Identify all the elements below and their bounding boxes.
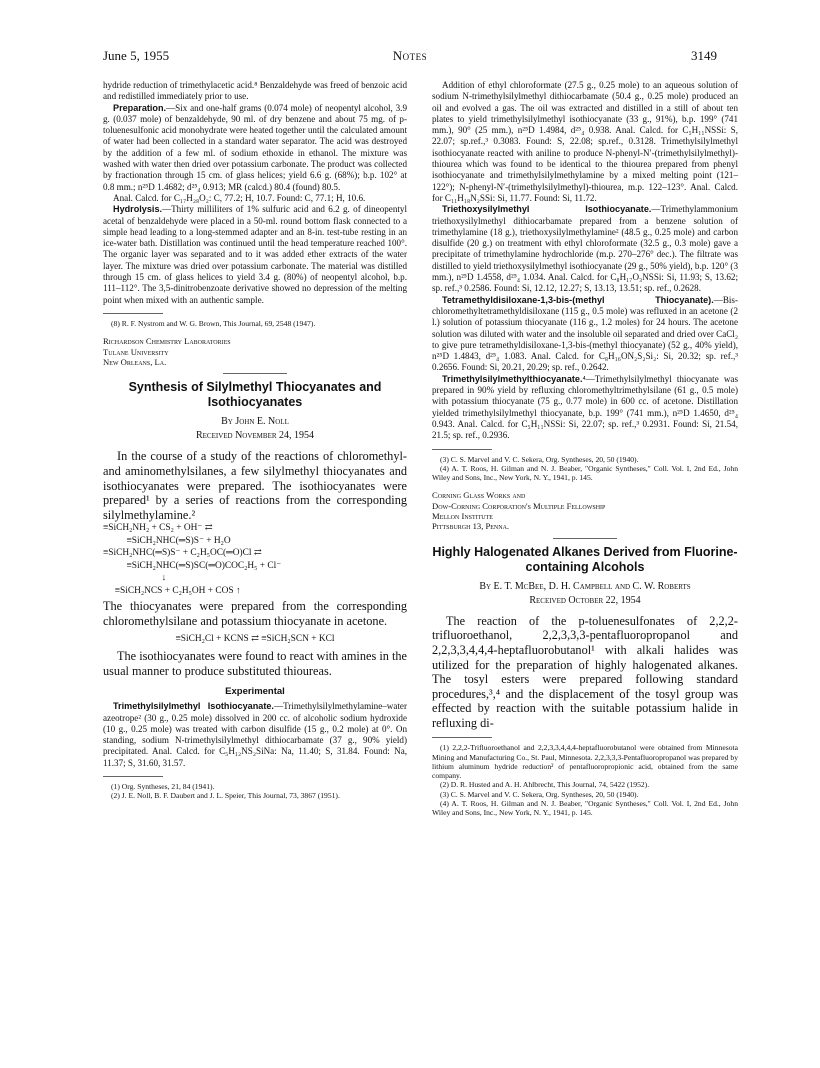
article-intro [103,449,407,522]
run-in-head: Preparation. [113,102,167,113]
footnotes [103,319,407,328]
header-date: June 5, 1955 [103,48,170,63]
footnote-4: (4) A. T. Roos, H. Gilman and N. J. Beaber, "Organic Syntheses," Coll. Vol. I, 2nd Ed., John Wiley and Sons, Inc., New York, N. Y., 1941, p. 145. [432,798,738,817]
run-in-head: Triethoxysilylmethyl Isothiocyanate. [442,204,652,215]
footnote-rule [103,776,163,777]
footnote-rule [432,449,492,450]
footnote-3: (3) C. S. Marvel and V. C. Sekera, Org. Syntheses, 20, 50 (1940). [440,789,639,799]
footnote-1: (1) 2,2,2-Trifluoroethanol and 2,2,3,3,4,4,4-heptafluorobutanol were obtained from Minnesota Mining and Manufacturing Co., St. Paul, Minnesota. 2,2,3,3,3-Pentafluoropropanol was prepared by lithium aluminum hydride reduction² of pentafluoropropionic acid, obtained from the same company. [432,743,738,781]
article-intro [432,614,738,731]
footnote-1: (1) Org. Syntheses, 21, 84 (1941). [111,781,215,791]
article-body [103,649,407,678]
run-in-head: Tetramethyldisiloxane-1,3-bis-(methyl Thiocyanate). [442,294,714,305]
footnote-4: (4) A. T. Roos, H. Gilman and N. J. Beaber, "Organic Syntheses," Coll. Vol. I, 2nd Ed., John Wiley and Sons, Inc., New York, N. Y., 1941, p. 145. [432,463,738,482]
prev-article-body [103,80,407,306]
footnotes [432,743,738,817]
paragraph: In the course of a study of the reactions of chloromethyl- and aminomethylsilanes, a few silylmethyl thiocyanates and isothiocyanates were prepared. The isothiocyanates were prepared¹ by a series of reactions from the corresponding silylmethylamine.² [103,449,407,522]
run-in-head: Trimethylsilylmethylthiocyanate. [442,373,583,384]
author-line: By E. T. McBee, D. H. Campbell and C. W. Roberts [479,580,691,592]
footnote-2: (2) D. R. Husted and A. H. Ahlbrecht, This Journal, 74, 5422 (1952). [440,780,650,790]
affiliation: Richardson Chemistry Laboratories Tulane University New Orleans, La. [103,336,231,367]
article-body [103,599,407,628]
right-column [432,80,738,817]
section-heading: Experimental [225,686,285,698]
footnote-2: (2) J. E. Noll, B. F. Daubert and J. L. Speier, This Journal, 73, 3867 (1951). [111,791,340,801]
analysis-line: Anal. Calcd. for C₁₇H₂₈O₂: C, 77.2; H, 10.7. Found: C, 77.1; H, 10.6. [113,192,366,203]
paragraph: Trimethylsilylmethyl Isothiocyanate.—Trimethylsilylmethylamine–water azeotrope² (30 g., 0.25 mole) dissolved in 200 cc. of alcoholic sodium hydroxide (10 g., 0.25 mole) was treated with carbon disulfide (15 g., 0.2 mole) at 0°. On standing, sodium N-trimethylsilylmethyl dithiocarbamate (37 g., 90% yield) precipitated. Anal. Calcd. for C₅H₁₂NS₂SiNa: Na, 11.40; S, 31.84. Found: Na, 11.37; S, 31.60, 31.57. [103,701,407,768]
received-date: Received October 22, 1954 [529,594,641,606]
left-column [103,80,407,800]
paragraph-hydrolysis: Hydrolysis.—Thirty milliliters of 1% sulfuric acid and 6.2 g. of dineopentyl acetal of benzaldehyde were placed in a 50-ml. round bottom flask connected to a simple head leading to a long-stemmed adapter and an 8-in. test-tube resting in an ice-water bath. Distillation was continued until the head temperature reached 100°. The organic layer was separated and to it was added ether extracts of the water layer. The mixture was dried over potassium carbonate. The material was distilled through 15 cm. of glass helices to yield 3.4 g. (80%) of neopentyl alcohol, b.p. 111–112°. The 3,5-dinitrobenzoate derivative showed no depression of the melting point when mixed with an authentic sample. [103,204,407,305]
paragraph: Addition of ethyl chloroformate (27.5 g., 0.25 mole) to an aqueous solution of sodium N-trimethylsilylmethyl dithiocarbamate (50.4 g., 0.25 mole) produced an oil and evolved a gas. The oil was extracted and distilled in a still of about ten plates to yield trimethylsilylmethyl isothiocyanate (33 g., 91%), b.p. 199° (741 mm.), 90° (25 mm.), n²⁵D 1.4984, d²⁵₄ 0.938. Anal. Calcd. for C₅H₁₁NSSi: S, 22.07; sp.ref.,³ 0.3083. Found: S, 22.08; sp.ref., 0.3128. Trimethylsilylmethyl isothiocyanate reacted with aniline to produce N-phenyl-N′-(trimethylsilylmethyl)-thiourea which was found to be identical to the thiourea prepared from phenyl isothiocyanate and trimethylsilylmethylamine by a mixed melting point (121–122°); N-phenyl-N′-(trimethylsilylmethyl)-thiourea, m.p. 122–123°. Anal. Calcd. for C₁₁H₁₈N₂SSi: Si, 11.77. Found: Si, 11.72. [432,80,738,203]
running-header [103,48,717,66]
paragraph: The thiocyanates were prepared from the corresponding chloromethylsilane and potassium thiocyanate in acetone. [103,599,407,628]
paragraph: Tetramethyldisiloxane-1,3-bis-(methyl Thiocyanate).—Bis-chloromethyltetramethyldisiloxane (115 g., 0.5 mole) was refluxed in an acetone (2 l.) solution of potassium thiocyanate (116 g., 1.2 moles) for 24 hours. The acetone solution was diluted with water and the insoluble oil separated and dried over CaCl₂ to give pure tetramethyldisiloxane-1,3-bis-(methyl thiocyanate) (52 g., 40% yield), n²⁵D 1.4843, d²⁵₄ 1.083. Anal. Calcd. for C₈H₁₆ON₂S₂Si₂: Si, 20.32; sp. ref.,³ 0.2656. Found: Si, 20.21, 20.29; sp. ref., 0.2642. [432,294,738,373]
footnote-3: (3) C. S. Marvel and V. C. Sekera, Org. Syntheses, 20, 50 (1940). [440,454,639,464]
footnote-rule [103,313,163,314]
footnote-rule [432,737,492,738]
article-separator [553,538,617,539]
run-in-head: Trimethylsilylmethyl Isothiocyanate. [113,701,274,712]
paragraph: The reaction of the p-toluenesulfonates of 2,2,2-trifluoroethanol, 2,2,3,3,3-pentafluoropropanol and 2,2,3,3,4,4,4-heptafluorobutanol¹ with alkali halides was utilized for the preparation of highly halogenated alkanes. The tosyl esters were prepared following standard procedures,³,⁴ and the displacement of the tosyl group was effected by reaction with the suitable potassium halide in refluxing di- [432,613,738,730]
header-page-number: 3149 [691,48,717,63]
reaction-scheme-2: ≡SiCH₂Cl + KCNS ⇄ ≡SiCH₂SCN + KCl [175,633,335,644]
reaction-scheme-1: ≡SiCH₂NH₂ + CS₂ + OH⁻ ⇄ ≡SiCH₂NHC(═S)S⁻ + H₂O ≡SiCH₂NHC(═S)S⁻ + C₂H₅OC(═O)Cl ⇄ ≡SiCH₂NHC(═S)SC(═O)COC₂H₅ + Cl⁻ ↓ ≡SiCH₂NCS + C₂H₅OH + COS ↑ [103,523,282,596]
affiliation: Corning Glass Works and Dow-Corning Corporation's Multiple Fellowship Mellon Institute Pittsburgh 13, Penna. [432,490,606,532]
article-title: Synthesis of Silylmethyl Thiocyanates and Isothiocyanates [128,380,382,410]
paragraph-preparation: Preparation.—Six and one-half grams (0.074 mole) of neopentyl alcohol, 3.9 g. (0.037 mole) of benzaldehyde, 90 ml. of dry benzene and about 75 mg. of p-toluenesulfonic acid monohydrate were heated together until the calculated amount of water had been collected in a standard water separator. The acid was destroyed by the addition of a few ml. of sodium ethoxide in ethanol. The mixture was washed with water then dried over potassium carbonate. The product was collected by fractionation through 15 cm. of glass helices; yield 6.6 g. (68%); b.p. 102° at 0.8 mm.; n²⁵D 1.4682; d²⁵₄ 0.913; MR (calcd.) 80.4 (found) 80.5. [103,102,407,192]
footnotes [432,455,738,483]
footnote-8: (8) R. F. Nystrom and W. G. Brown, This Journal, 69, 2548 (1947). [111,318,316,328]
article-separator [223,373,287,374]
paragraph: Triethoxysilylmethyl Isothiocyanate.—Trimethylammonium triethoxysilylmethyl dithiocarbamate prepared from a benzene solution of trimethylamine (18 g.), triethoxysilylmethylamine² (48.5 g., 0.25 mole) and carbon disulfide (20 g.) on treatment with ethyl chloroformate (32.5 g., 0.3 mole) gave a precipitate of trimethylamine hydrochloride (m.p. 270–276° dec.). The filtrate was distilled to yield triethoxysilylmethyl isothiocyanate (29 g., 50% yield), b.p. 120° (3 mm.), n²⁵D 1.4558, d²⁵₄ 1.034. Anal. Calcd. for C₈H₁₇O₃NSSi: Si, 11.93; S, 13.62; sp. ref.,³ 0.2586. Found: Si, 12.12, 12.27; S, 13.13, 13.51; sp. ref., 0.2628. [432,204,738,294]
paragraph: hydride reduction of trimethylacetic acid.⁸ Benzaldehyde was freed of benzoic acid and redistilled immediately prior to use. [103,80,407,102]
author-line: By John E. Noll [221,416,289,428]
paragraph: The isothiocyanates were found to react with amines in the usual manner to produce substituted thioureas. [103,649,407,678]
received-date: Received November 24, 1954 [195,430,315,442]
paragraph: Trimethylsilylmethylthiocyanate.⁴—Trimethylsilylmethyl thiocyanate was prepared in 90% yield by refluxing chloromethyltrimethylsilane (61 g., 0.5 mole) with potassium thiocyanate (75 g., 0.77 mole) in 600 cc. of acetone. Distillation yielded trimethylsilylmethyl thiocyanate, b.p. 199° (741 mm.), n²⁵D 1.4650, d²⁵₄ 0.943. Anal. Calcd. for C₅H₁₁NSSi: Si, 22.07; sp. ref.,³ 0.2931. Found: Si, 21.54, 21.5; sp. ref., 0.2936. [432,373,738,441]
footnotes [103,782,407,800]
experimental-body-cont [432,80,738,442]
experimental-body [103,701,407,769]
header-section: Notes [392,48,428,63]
run-in-head: Hydrolysis. [113,204,163,215]
article-title: Highly Halogenated Alkanes Derived from Fluorine-containing Alcohols [432,544,738,574]
